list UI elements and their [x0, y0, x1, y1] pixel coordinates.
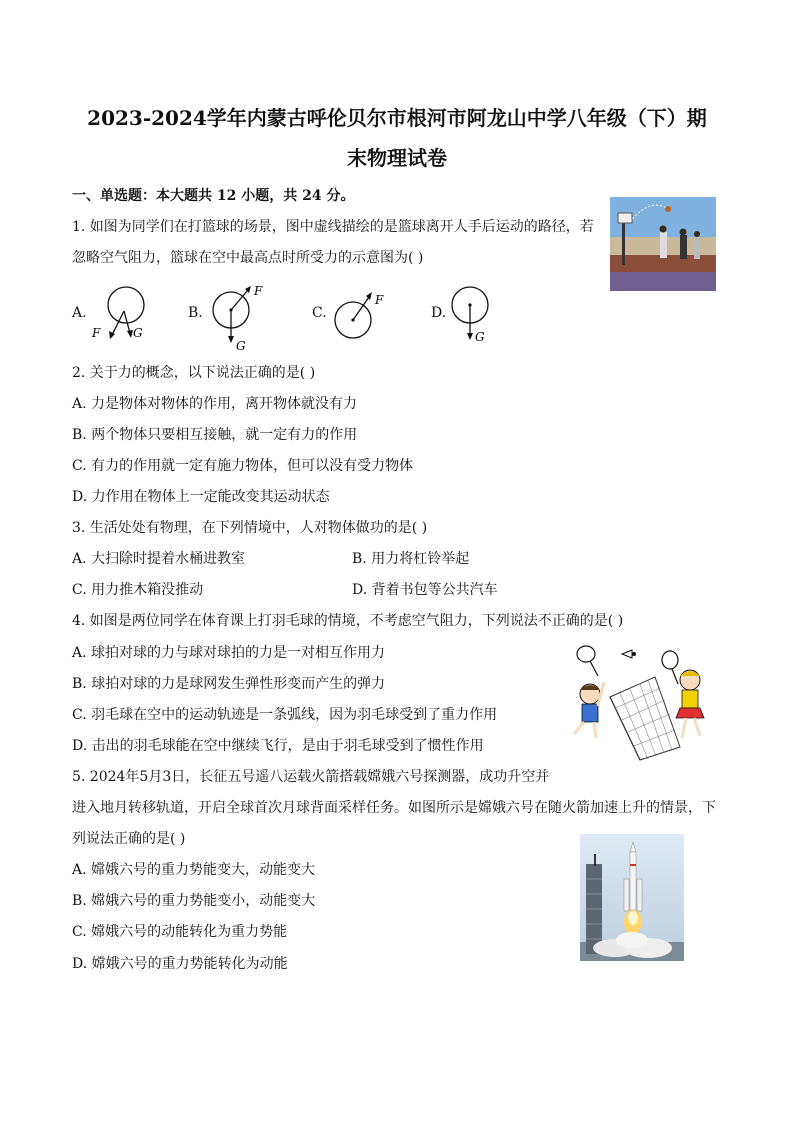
q3-option-d[interactable]: D. 背着书包等公共汽车: [352, 582, 498, 598]
q1b-force-f: F: [254, 284, 263, 298]
q1-option-a-label[interactable]: A.: [72, 305, 87, 321]
rocket-launch-photo: [580, 834, 684, 961]
q1a-force-g: G: [133, 326, 143, 340]
q1-option-d-diagram[interactable]: [448, 283, 508, 347]
q2-option-a[interactable]: A. 力是物体对物体的作用，离开物体就没有力: [72, 396, 358, 412]
q1-option-b-diagram[interactable]: [208, 280, 278, 352]
q5-option-d[interactable]: D. 嫦娥六号的重力势能转化为动能: [72, 956, 288, 972]
q2-option-d[interactable]: D. 力作用在物体上一定能改变其运动状态: [72, 489, 330, 505]
q1-option-c-diagram[interactable]: [328, 285, 398, 347]
q1d-force-g: G: [475, 330, 485, 344]
q1-option-c-label[interactable]: C.: [312, 305, 327, 321]
q1-stem-line2: 忽略空气阻力，篮球在空中最高点时所受力的示意图为( ): [72, 250, 424, 266]
basketball-photo: [610, 197, 716, 291]
q2-option-c[interactable]: C. 有力的作用就一定有施力物体，但可以没有受力物体: [72, 458, 414, 474]
q3-option-a[interactable]: A. 大扫除时提着水桶进教室: [72, 551, 246, 567]
badminton-illustration: [560, 642, 725, 762]
q1c-force-f: F: [375, 293, 384, 307]
q2-option-b[interactable]: B. 两个物体只要相互接触，就一定有力的作用: [72, 427, 358, 443]
q5-stem-line2: 进入地月转移轨道，开启全球首次月球背面采样任务。如图所示是嫦娥六号在随火箭加速上升的情景，下: [72, 800, 716, 816]
q1-option-a-diagram[interactable]: [88, 285, 158, 347]
q3-option-c[interactable]: C. 用力推木箱没推动: [72, 582, 204, 598]
q5-option-a[interactable]: A. 嫦娥六号的重力势能变大，动能变大: [72, 862, 316, 878]
q1-stem-line1: 1. 如图为同学们在打篮球的场景，图中虚线描绘的是篮球离开人手后运动的路径，若: [72, 219, 594, 235]
section-heading: 一、单选题：本大题共 12 小题，共 24 分。: [72, 188, 355, 204]
q1a-force-f: F: [92, 326, 101, 340]
q1-option-d-label[interactable]: D.: [431, 305, 447, 321]
exam-title-line2: 末物理试卷: [347, 146, 447, 170]
q2-stem: 2. 关于力的概念，以下说法正确的是( ): [72, 365, 316, 381]
q4-option-d[interactable]: D. 击出的羽毛球能在空中继续飞行，是由于羽毛球受到了惯性作用: [72, 738, 484, 754]
q4-option-c[interactable]: C. 羽毛球在空中的运动轨迹是一条弧线，因为羽毛球受到了重力作用: [72, 707, 498, 723]
q4-stem: 4. 如图是两位同学在体育课上打羽毛球的情境，不考虑空气阻力，下列说法不正确的是( ): [72, 613, 624, 629]
q4-option-b[interactable]: B. 球拍对球的力是球网发生弹性形变而产生的弹力: [72, 676, 386, 692]
q5-option-b[interactable]: B. 嫦娥六号的重力势能变小，动能变大: [72, 893, 316, 909]
q3-stem: 3. 生活处处有物理，在下列情境中，人对物体做功的是( ): [72, 520, 428, 536]
q3-option-b[interactable]: B. 用力将杠铃举起: [352, 551, 470, 567]
q5-stem-line1: 5. 2024年5月3日，长征五号遥八运载火箭搭载嫦娥六号探测器，成功升空并: [72, 769, 550, 785]
q1b-force-g: G: [236, 339, 246, 352]
q4-option-a[interactable]: A. 球拍对球的力与球对球拍的力是一对相互作用力: [72, 645, 386, 661]
q1-option-b-label[interactable]: B.: [188, 305, 203, 321]
q5-option-c[interactable]: C. 嫦娥六号的动能转化为重力势能: [72, 924, 288, 940]
q5-stem-line3: 列说法正确的是( ): [72, 831, 186, 847]
exam-title-line1: 2023-2024学年内蒙古呼伦贝尔市根河市阿龙山中学八年级（下）期: [87, 106, 707, 130]
